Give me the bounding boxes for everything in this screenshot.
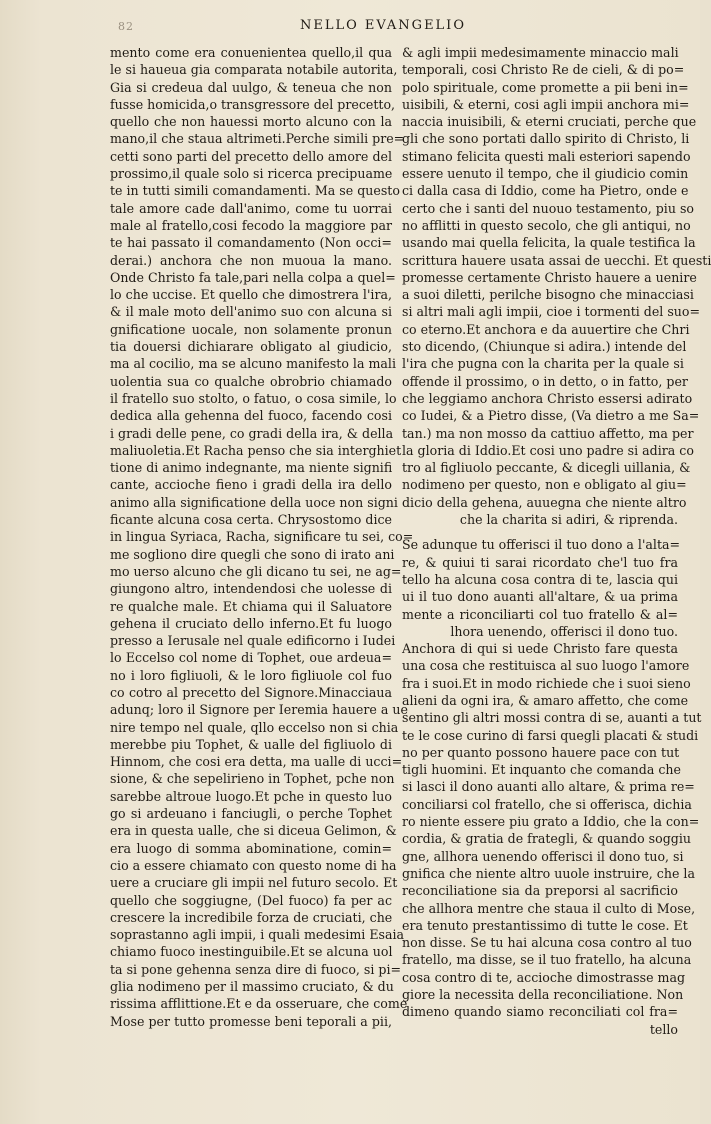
text-line: alieni da ogni ira, & amaro affetto, che come xyxy=(402,692,689,708)
text-line: soprastanno agli impii, i quali medesimi Esaia xyxy=(110,927,405,943)
text-line: male al fratello,cosi fecodo la maggiore par xyxy=(110,217,392,233)
text-line: tia douersi dichiarare obligato al giudicio, xyxy=(110,339,392,355)
text-line: nire tempo nel quale, qllo eccelso non si chia xyxy=(110,719,399,735)
text-line: che leggiamo anchora Christo essersi adirato xyxy=(402,390,693,406)
text-line: lhora uenendo, offerisci il dono tuo. xyxy=(450,623,678,639)
text-line: rissima afflittione.Et e da osseruare, che come xyxy=(110,996,408,1012)
text-line: lo Eccelso col nome di Tophet, oue ardeua= xyxy=(110,650,392,666)
text-line: naccia inuisibili, & eterni cruciati, perche que xyxy=(402,114,697,130)
text-line: presso a Ierusale nel quale edificorno i Iudei xyxy=(110,633,396,649)
text-line: uolentia sua co qualche obrobrio chiamado xyxy=(110,373,392,389)
left-text-column xyxy=(110,44,414,1030)
text-line: cante, accioche fieno i gradi della ira dello xyxy=(110,477,392,493)
text-line: co eterno.Et anchora e da auuertire che Chri xyxy=(402,321,690,337)
text-line: in lingua Syriaca, Racha, significare tu sei, co= xyxy=(110,529,414,545)
text-line: lo che uccise. Et quello che dimostrera l'ira, xyxy=(110,287,392,303)
text-line: no i loro figliuoli, & le loro figliuole col fuo xyxy=(110,667,392,683)
text-line: i gradi delle pene, co gradi della ira, & della xyxy=(110,425,394,441)
text-line: no afflitti in questo secolo, che gli antiqui, no xyxy=(402,217,691,233)
text-line: il fratello suo stolto, o fatuo, o cosa simile, lo xyxy=(110,390,397,406)
text-line: ro niente essere piu grato a Iddio, che la con= xyxy=(402,814,700,830)
text-line: ficante alcuna cosa certa. Chrysostomo dice xyxy=(110,512,392,528)
text-line: tello xyxy=(649,1021,678,1037)
text-line: cio a essere chiamato con questo nome di ha xyxy=(110,857,397,873)
text-line: te hai passato il comandamento (Non occi= xyxy=(110,235,392,251)
text-line: cordia, & gratia de frategli, & quando soggiu xyxy=(402,831,691,847)
text-line: sentino gli altri mossi contra di se, auanti a tut xyxy=(402,710,702,726)
text-line: la gloria di Iddio.Et cosi uno padre si adira co xyxy=(402,442,694,458)
text-line: gne, allhora uenendo offerisci il dono tuo, si xyxy=(402,848,684,864)
text-line: tigli huomini. Et inquanto che comanda che xyxy=(402,762,681,778)
text-line: co cotro al precetto del Signore.Minacciaua xyxy=(110,684,392,700)
text-line: reconciliatione sia da preporsi al sacrificio xyxy=(402,883,678,899)
text-line: & il male moto dell'animo suo con alcuna si xyxy=(110,304,392,320)
text-line: mano,il che staua altrimeti.Perche simili pre= xyxy=(110,131,405,147)
text-line: go si ardeuano i fanciugli, o perche Tophet xyxy=(110,806,392,822)
text-line: Mose per tutto promesse beni teporali a pii, xyxy=(110,1013,392,1029)
text-line: era in questa ualle, che si diceua Gelimon, & xyxy=(110,823,397,839)
text-line: Anchora di qui si uede Christo fare questa xyxy=(402,641,678,657)
paragraph-commentary xyxy=(402,44,711,528)
text-line: essere uenuto il tempo, che il giudicio comin xyxy=(402,166,689,182)
text-line: chiamo fuoco inestinguibile.Et se alcuna uol xyxy=(110,944,393,960)
text-line: me sogliono dire quegli che sono di irato ani xyxy=(110,546,395,562)
text-line: gehena il cruciato dello inferno.Et fu luogo xyxy=(110,615,392,631)
text-line: si lasci il dono auanti allo altare, & prima re= xyxy=(402,779,695,795)
text-line: polo spirituale, come promette a pii beni in= xyxy=(402,79,689,95)
text-line: l'ira che pugna con la charita per la quale si xyxy=(402,356,684,372)
text-line: Gia si credeua dal uulgo, & teneua che non xyxy=(110,79,392,95)
text-line: ci dalla casa di Iddio, come ha Pietro, onde e xyxy=(402,183,689,199)
text-line: mo uerso alcuno che gli dicano tu sei, ne ag= xyxy=(110,563,402,579)
text-line: glia nodimeno per il massimo cruciato, & du xyxy=(110,979,394,995)
text-line: giungono altro, intendendosi che uolesse di xyxy=(110,581,392,597)
text-line: scrittura hauere usata assai de uecchi. Et questi xyxy=(402,252,711,268)
text-line: fra i suoi.Et in modo richiede che i suoi sieno xyxy=(402,675,691,691)
text-line: dicio della gehena, auuegna che niente altro xyxy=(402,494,687,510)
text-line: era luogo di somma abominatione, comin= xyxy=(110,840,392,856)
text-line: temporali, cosi Christo Re de cieli, & di po= xyxy=(402,62,685,78)
folio-number: 82 xyxy=(118,20,134,33)
text-line: fratello, ma disse, se il tuo fratello, ha alcuna xyxy=(402,952,692,968)
text-line: no per quanto possono hauere pace con tut xyxy=(402,744,680,760)
text-line: uisibili, & eterni, cosi agli impii anchora mi= xyxy=(402,96,690,112)
text-line: dimeno quando siamo reconciliati col fra= xyxy=(402,1004,678,1020)
text-line: derai.) anchora che non muoua la mano. xyxy=(110,252,392,268)
text-line: quello che soggiugne, (Del fuoco) fa per ac xyxy=(110,892,392,908)
text-line: gnificatione uocale, non solamente pronun xyxy=(110,321,392,337)
text-line: che la charita si adiri, & riprenda. xyxy=(459,512,678,528)
paragraph-commentary-continued xyxy=(402,640,702,1038)
text-line: gnifica che niente altro uuole instruire, che la xyxy=(402,865,695,881)
text-line: prossimo,il quale solo si ricerca precipuame xyxy=(110,166,393,182)
text-line: adunq; loro il Signore per Ieremia hauere a ue xyxy=(110,702,408,718)
text-line: Onde Christo fa tale,pari nella colpa a quel= xyxy=(110,269,396,285)
text-line: a suoi diletti, perilche bisogno che minacciasi xyxy=(402,287,694,303)
text-line: gli che sono portati dallo spirito di Christo, li xyxy=(402,131,690,147)
text-line: nodimeno per questo, non e obligato al giu= xyxy=(402,477,687,493)
text-line: animo alla significatione della uoce non signi xyxy=(110,494,398,510)
text-line: giore la necessita della reconciliatione. Non xyxy=(402,987,684,1003)
text-line: le si haueua gia comparata notabile autorita, xyxy=(110,62,398,78)
text-line: te in tutti simili comandamenti. Ma se questo xyxy=(110,183,400,199)
text-line: conciliarsi col fratello, che si offerisca, dichia xyxy=(402,796,692,812)
text-line: offende il prossimo, o in detto, o in fatto, per xyxy=(402,373,688,389)
text-line: Hinnom, che cosi era detta, ma ualle di ucci= xyxy=(110,754,403,770)
text-line: & agli impii medesimamente minaccio mali xyxy=(402,45,679,60)
running-title: NELLO EVANGELIO xyxy=(300,18,466,33)
text-line: re qualche male. Et chiama qui il Saluatore xyxy=(110,598,392,614)
paragraph-gap xyxy=(402,528,678,536)
text-line: mento come era conuenientea quello,il qua xyxy=(110,45,392,60)
text-line: co Iudei, & a Pietro disse, (Va dietro a me Sa= xyxy=(402,408,700,424)
text-line: crescere la incredibile forza de cruciati, che xyxy=(110,909,393,925)
text-line: te le cose curino di farsi quegli placati & studi xyxy=(402,727,699,743)
text-line: maliuoletia.Et Racha penso che sia interghiet xyxy=(110,442,402,458)
text-line: quello che non hauessi morto alcuno con la xyxy=(110,114,392,130)
text-line: uere a cruciare gli impii nel futuro secolo. Et xyxy=(110,875,398,891)
text-line: mente a riconciliarti col tuo fratello & al= xyxy=(402,606,678,622)
text-line: era tenuto prestantissimo di tutte le cose. Et xyxy=(402,917,688,933)
text-line: sarebbe altroue luogo.Et pche in questo luo xyxy=(110,788,392,804)
text-line: ui il tuo dono auanti all'altare, & ua prima xyxy=(402,589,678,605)
text-line: fusse homicida,o transgressore del precetto, xyxy=(110,96,396,112)
text-line: usando mai quella felicita, la quale testifica la xyxy=(402,235,696,251)
text-line: tro al figliuolo peccante, & dicegli uillania, & xyxy=(402,460,691,476)
text-line: ta si pone gehenna senza dire di fuoco, si pi= xyxy=(110,961,402,977)
text-line: si altri mali agli impii, cioe i tormenti del suo= xyxy=(402,304,701,320)
text-line: che allhora mentre che staua il culto di Mose, xyxy=(402,900,696,916)
right-text-column xyxy=(402,44,711,1038)
text-line: cetti sono parti del precetto dello amore del xyxy=(110,148,392,164)
text-line: non disse. Se tu hai alcuna cosa contro al tuo xyxy=(402,935,692,951)
text-line: tello ha alcuna cosa contra di te, lascia qui xyxy=(402,571,678,587)
text-line: Se adunque tu offerisci il tuo dono a l'alta= xyxy=(402,537,681,553)
text-line: promesse certamente Christo hauere a uenire xyxy=(402,269,697,285)
text-line: tale amore cade dall'animo, come tu uorrai xyxy=(110,200,392,216)
text-line: merebbe piu Tophet, & ualle del figliuolo di xyxy=(110,736,392,752)
text-line: tan.) ma non mosso da cattiuo affetto, ma per xyxy=(402,425,694,441)
text-line: certo che i santi del nuouo testamento, piu so xyxy=(402,200,694,216)
paragraph-gospel-verse xyxy=(402,536,681,640)
text-line: re, & quiui ti sarai ricordato che'l tuo fra xyxy=(402,554,678,570)
text-line: stimano felicita questi mali esteriori sapendo xyxy=(402,148,691,164)
text-line: sione, & che sepelirieno in Tophet, pche non xyxy=(110,771,395,787)
text-line: ma al cocilio, ma se alcuno manifesto la mali xyxy=(110,356,396,372)
text-line: una cosa che restituisca al suo luogo l'amore xyxy=(402,658,690,674)
text-line: dedica alla gehenna del fuoco, facendo cosi xyxy=(110,408,392,424)
text-line: cosa contro di te, accioche dimostrasse mag xyxy=(402,969,686,985)
text-line: tione di animo indegnante, ma niente signifi xyxy=(110,460,393,476)
text-line: sto dicendo, (Chiunque si adira.) intende del xyxy=(402,339,687,355)
